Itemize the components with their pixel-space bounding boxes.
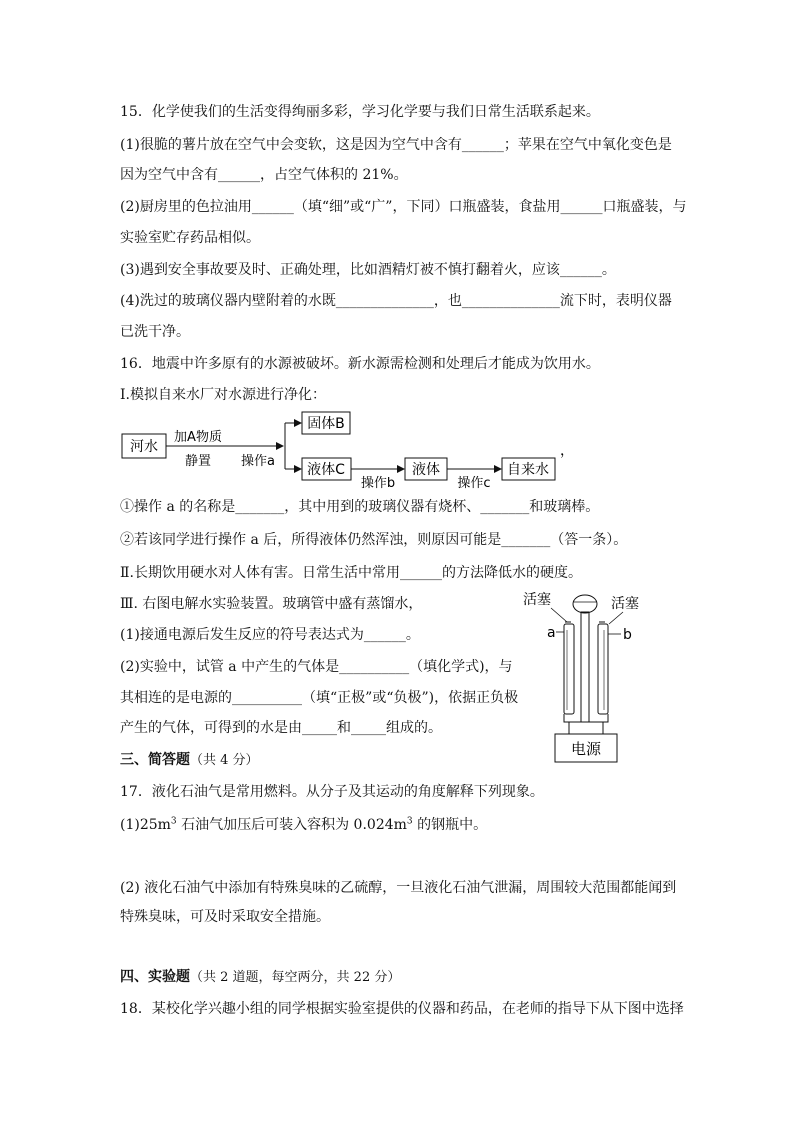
q16-part1-title: Ⅰ.模拟自来水厂对水源进行净化： [120, 387, 326, 403]
tube-a-label: a [547, 625, 556, 641]
operation-b-label: 操作b [360, 476, 396, 491]
q16-part3-q2-line1: (2)实验中，试管 a 中产生的气体是__________（填化学式)，与 [120, 659, 513, 675]
trailing-comma: ， [560, 443, 574, 459]
section3-title: 三、简答题 [120, 752, 190, 768]
tube-b-label: b [623, 627, 632, 643]
q16-part2: Ⅱ.长期饮用硬水对人体有害。日常生活中常用______的方法降低水的硬度。 [120, 565, 582, 581]
reagent-label: 加A物质 [174, 430, 222, 445]
product-label: 自来水 [507, 462, 549, 478]
q16-part3-intro: Ⅲ. 右图电解水实验装置。玻璃管中盛有蒸馏水， [120, 596, 423, 612]
q17-part1: $(1)25m^3$ 石油气加压后可装入容积为 $0.024m^3$ 的钢瓶中。 [120, 816, 488, 833]
section4-title: 四、实验题 [120, 969, 190, 985]
q16-question2: ②若该同学进行操作 a 后，所得液体仍然浑浊，则原因可能是_______（答一条）。 [120, 532, 628, 548]
q15-part2-line1: (2)厨房里的色拉油用______（填“细”或“广”，下同）口瓶盛装，食盐用______口瓶盛装，与 [120, 199, 687, 215]
section3-heading [120, 750, 259, 771]
q15-part4-line2: 已洗干净。 [120, 324, 190, 340]
q15-part1-line2: 因为空气中含有______，占空气体积的 21%。 [120, 167, 408, 183]
q16-stem: 16．地震中许多原有的水源被破坏。新水源需检测和处理后才能成为饮用水。 [120, 356, 600, 372]
operation-c-label: 操作c [457, 476, 491, 491]
liquid-c-label: 液体C [307, 462, 345, 478]
stopcock-left-label: 活塞 [523, 592, 551, 608]
power-supply-label: 电源 [570, 740, 602, 758]
q17-part2-line1: (2) 液化石油气中添加有特殊臭味的乙硫醇，一旦液化石油气泄漏，周围较大范围都能闻到 [120, 880, 677, 896]
section4-note: （共 2 道题，每空两分，共 22 分） [190, 970, 401, 985]
q17-part2-line2: 特殊臭味，可及时采取安全措施。 [120, 909, 330, 925]
electrolysis-apparatus [515, 582, 680, 767]
q15-part2-line2: 实验室贮存药品相似。 [120, 230, 260, 246]
q17-stem: 17．液化石油气是常用燃料。从分子及其运动的角度解释下列现象。 [120, 784, 544, 800]
q15-part1-line1: (1)很脆的薯片放在空气中会变软，这是因为空气中含有______；苹果在空气中氧化变色是 [120, 137, 672, 153]
q15-part3: (3)遇到安全事故要及时、正确处理，比如酒精灯被不慎打翻着火，应该______。 [120, 262, 616, 278]
q15-stem: 15．化学使我们的生活变得绚丽多彩，学习化学要与我们日常生活联系起来。 [120, 104, 600, 120]
solid-b-label: 固体B [307, 416, 345, 432]
source-label: 河水 [130, 439, 158, 455]
operation-a-label: 操作a [241, 454, 275, 469]
q16-part3-q2-line3: 产生的气体，可得到的水是由_____和_____组成的。 [120, 720, 442, 736]
q15-part4-line1: (4)洗过的玻璃仪器内壁附着的水既______________，也______________流下时，表明仪器 [120, 293, 672, 309]
section4-heading [120, 967, 400, 988]
liquid-label: 液体 [412, 462, 440, 478]
q16-part3-q2-line2: 其相连的是电源的__________（填“正极”或“负极”)，依据正负极 [120, 690, 519, 706]
settle-label: 静置 [184, 454, 212, 469]
q16-question1: ①操作 a 的名称是_______，其中用到的玻璃仪器有烧杯、_______和玻璃棒。 [120, 499, 600, 515]
q16-part3-q1: (1)接通电源后发生反应的符号表达式为______。 [120, 627, 420, 643]
q18-stem: 18．某校化学兴趣小组的同学根据实验室提供的仪器和药品，在老师的指导下从下图中选择 [120, 1001, 684, 1017]
purification-flow-diagram [110, 405, 580, 495]
section3-note: （共 4 分） [190, 753, 259, 768]
stopcock-right-label: 活塞 [611, 596, 639, 612]
